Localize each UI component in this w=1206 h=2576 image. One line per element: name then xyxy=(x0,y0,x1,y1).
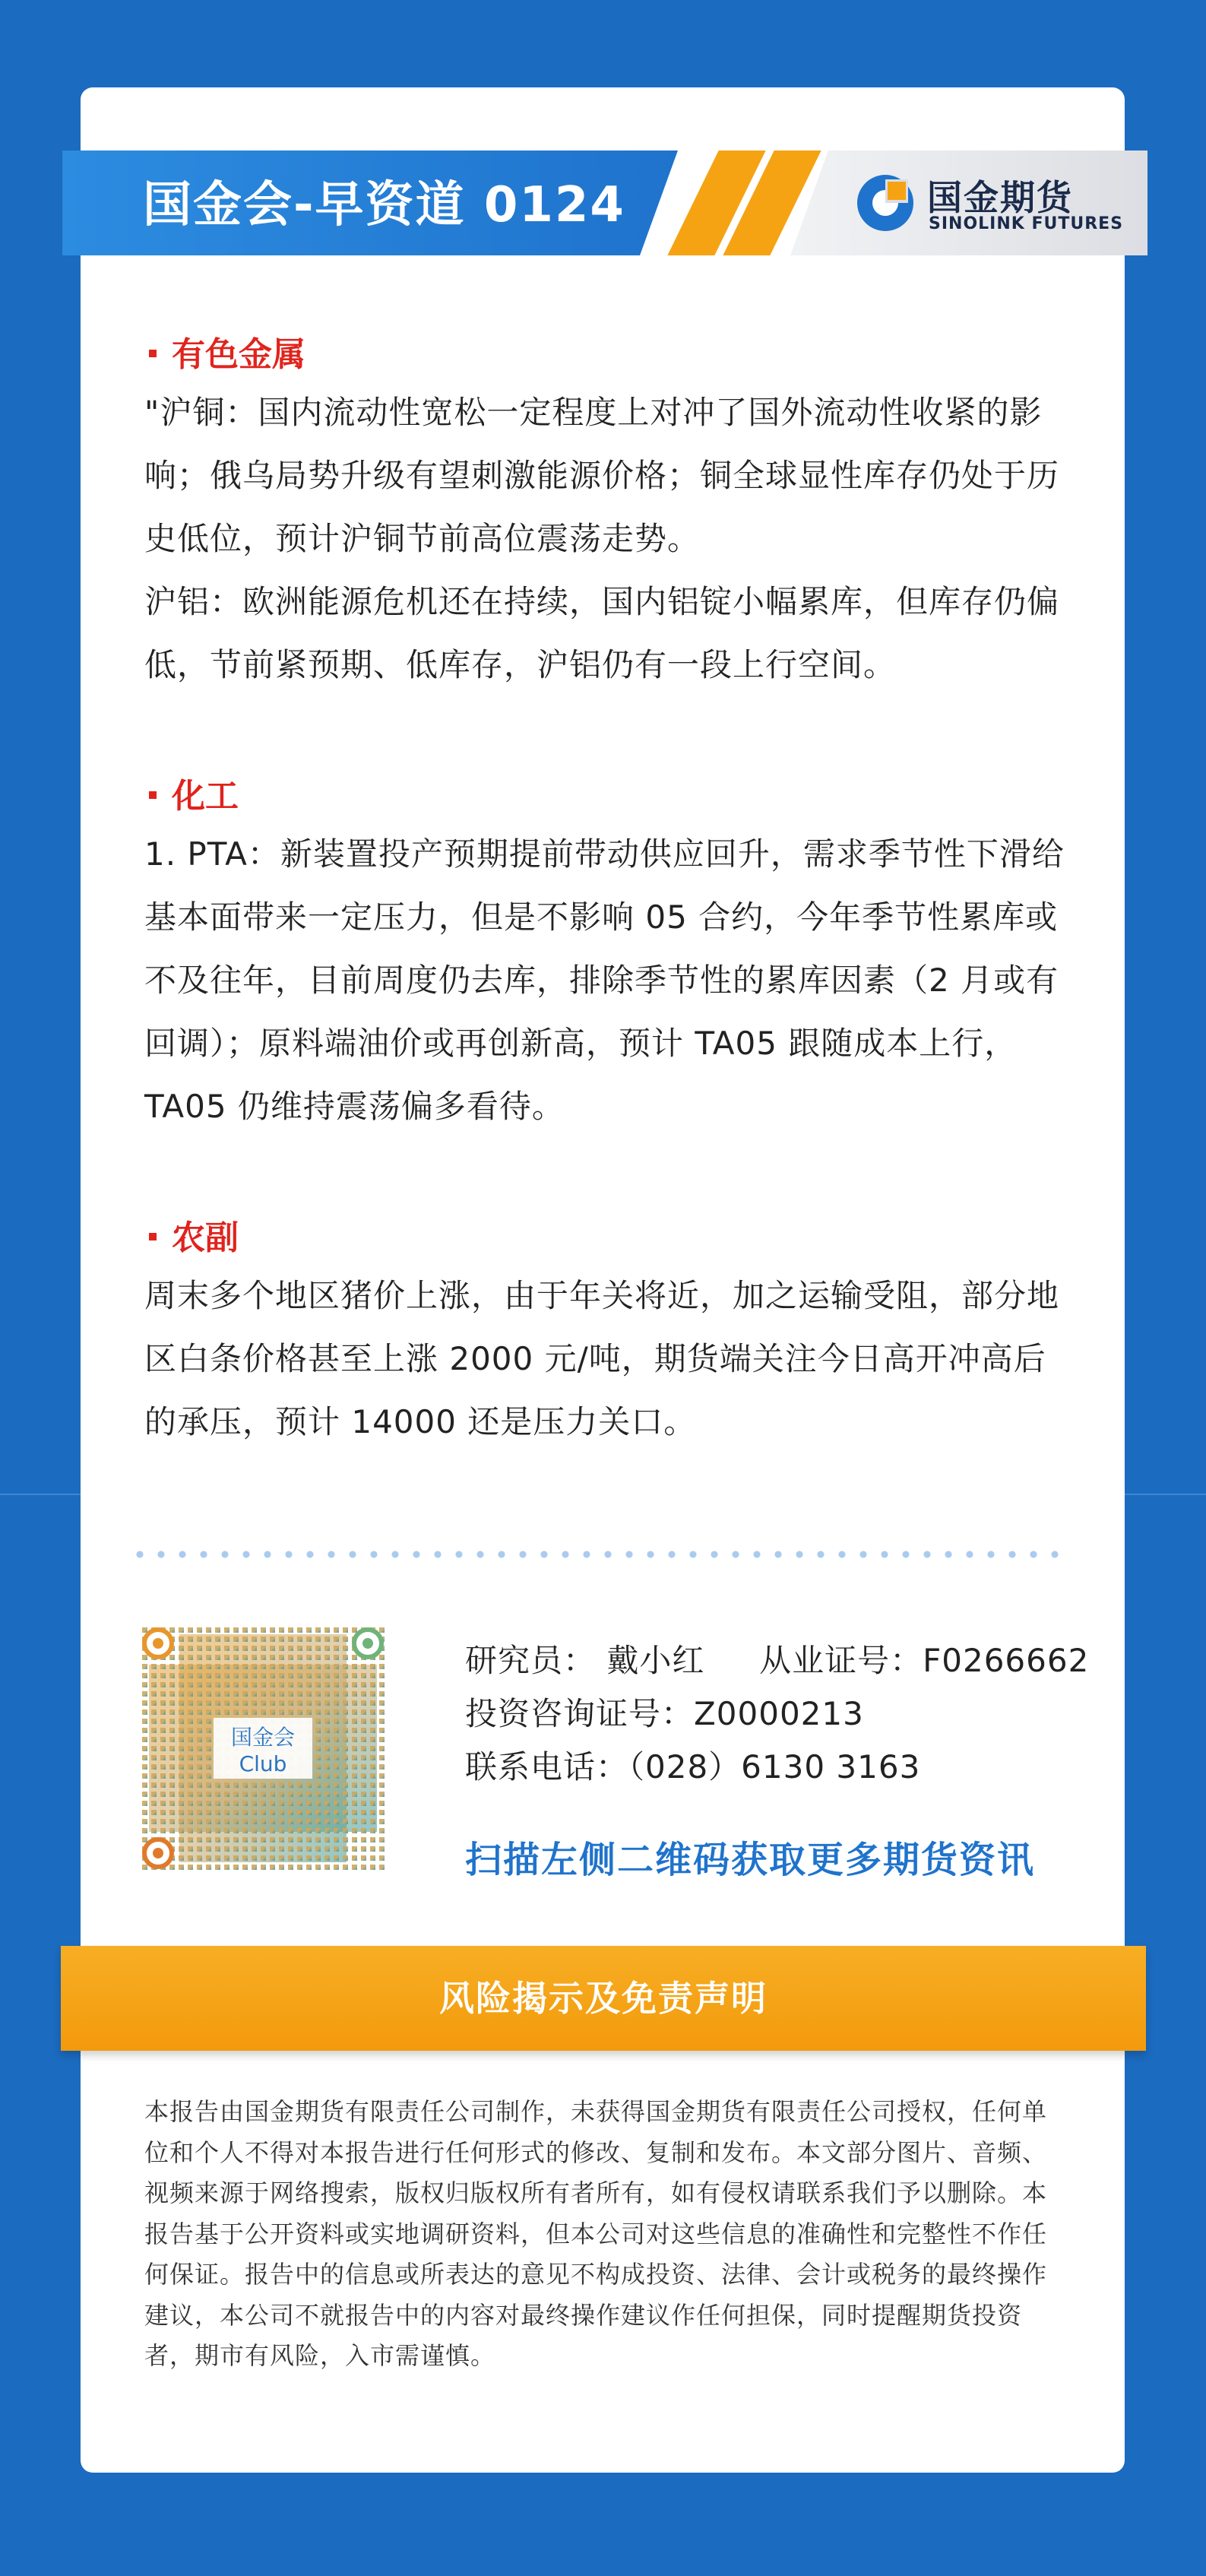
paragraph: "沪铜：国内流动性宽松一定程度上对冲了国外流动性收紧的影响；俄乌局势升级有望刺激能源价格；铜全球显性库存仍处于历史低位，预计沪铜节前高位震荡走势。 xyxy=(144,394,1060,557)
section-body xyxy=(144,381,1071,696)
dotted-divider xyxy=(129,1551,1064,1558)
paragraph: 周末多个地区猪价上涨，由于年关将近，加之运输受阻，部分地区白条价格甚至上涨 2000 元/吨，期货端关注今日高开冲高后的承压，预计 14000 还是压力关口。 xyxy=(144,1277,1060,1440)
qr-label: 国金会 xyxy=(230,1725,296,1750)
researcher-info: 研究员： 戴小红 从业证号：F0266662 xyxy=(465,1642,1090,1679)
section-body xyxy=(144,1264,1071,1453)
advisor-license: 投资咨询证号：Z0000213 xyxy=(465,1695,864,1732)
paragraph: 1. PTA：新装置投产预期提前带动供应回升，需求季节性下滑给基本面带来一定压力，但是不影响 05 合约，今年季节性累库或不及往年，目前周度仍去库，排除季节性的累库因素（2 月或有回调）；原料端油价或再创新高，预计 TA05 跟随成本上行，TA05 仍维持震荡偏多看待。 xyxy=(144,835,1065,1125)
phone-number: 联系电话：（028）6130 3163 xyxy=(465,1748,921,1785)
section-heading: 化工 xyxy=(149,768,239,817)
brand-name: 国金期货 xyxy=(927,177,1073,218)
section-heading: 农副 xyxy=(149,1210,239,1259)
bullet-icon xyxy=(149,1233,157,1240)
sinolink-logo-icon xyxy=(854,172,916,234)
qr-code[interactable] xyxy=(141,1627,385,1870)
page-title: 国金会-早资道 0124 xyxy=(143,177,625,233)
bullet-icon xyxy=(149,791,157,799)
qr-call-to-action: 扫描左侧二维码获取更多期货资讯 xyxy=(465,1839,1036,1881)
paragraph: 沪铝：欧洲能源危机还在持续，国内铝锭小幅累库，但库存仍偏低，节前紧预期、低库存，沪铝仍有一段上行空间。 xyxy=(144,583,1060,683)
risk-title: 风险揭示及免责声明 xyxy=(439,1978,768,2019)
qr-label: Club xyxy=(239,1751,287,1776)
bullet-icon xyxy=(149,350,157,357)
section-body xyxy=(144,822,1071,1138)
section-heading: 有色金属 xyxy=(149,327,305,375)
brand-name-en: SINOLINK FUTURES xyxy=(929,214,1124,233)
disclaimer-text: 本报告由国金期货有限责任公司制作，未获得国金期货有限责任公司授权，任何单位和个人不得对本报告进行任何形式的修改、复制和发布。本文部分图片、音频、视频来源于网络搜索，版权归版权所有者所有，如有侵权请联系我们予以删除。本报告基于公开资料或实地调研资料，但本公司对这些信息的准确性和完整性不作任何保证。报告中的信息或所表达的意见不构成投资、法律、会计或税务的最终操作建议，本公司不就报告中的内容对最终操作建议作任何担保，同时提醒期货投资者，期市有风险，入市需谨慎。 xyxy=(144,2097,1048,2370)
